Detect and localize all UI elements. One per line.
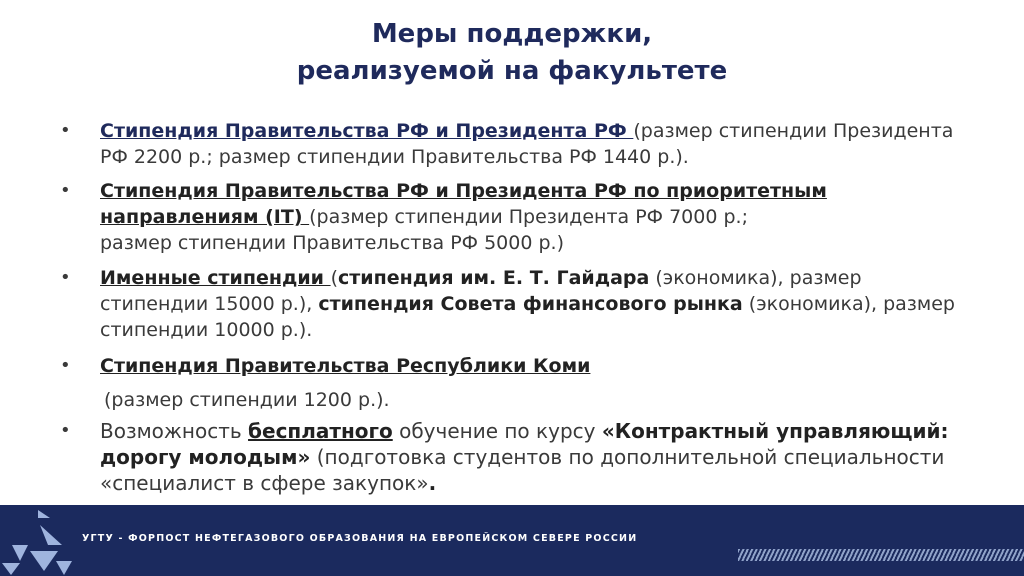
bullet-list xyxy=(60,118,960,496)
bullet-item-priority-scholarship xyxy=(60,178,960,256)
bullet-item-president-scholarship xyxy=(60,118,960,170)
title-line-1: Меры поддержки, xyxy=(371,19,653,49)
bullet-text: Возможность xyxy=(100,419,249,443)
bullet-item-contract-manager-course xyxy=(60,418,960,496)
course-name: «Контрактный управляющий: дорогу молодым» xyxy=(100,419,949,469)
title-line-2: реализуемой на факультете xyxy=(296,56,728,86)
bullet-marker: • xyxy=(60,267,71,288)
bullet-text: (размер стипендии Президента РФ 7000 р.; xyxy=(309,206,748,228)
bullet-marker: • xyxy=(60,120,71,141)
footer-slogan: УГТУ - ФОРПОСТ НЕФТЕГАЗОВОГО ОБРАЗОВАНИЯ НА ЕВРОПЕЙСКОМ СЕВЕРЕ РОССИИ xyxy=(82,533,638,544)
financial-market-scholarship: стипендия Совета финансового рынка xyxy=(318,293,743,315)
bullet-item-named-scholarships xyxy=(60,265,960,343)
bullet-text: (экономика), размер стипендии 10000 р.). xyxy=(100,293,955,341)
priority-scholarship-link[interactable]: Стипендия Правительства РФ и Президента РФ по приоритетным направлениям (IT) xyxy=(100,180,827,228)
bullet-text: ( xyxy=(330,267,338,289)
footer-stripes-decoration xyxy=(738,549,1024,561)
komi-scholarship-link[interactable]: Стипендия Правительства Республики Коми xyxy=(100,355,591,377)
bullet-marker: • xyxy=(60,420,71,441)
bullet-text: (подготовка студентов по дополнительной специальности «специалист в сфере закупок» xyxy=(100,445,945,495)
bullet-marker: • xyxy=(60,180,71,201)
bullet-text: (размер стипендии 1200 р.). xyxy=(104,389,390,411)
university-logo-icon xyxy=(0,505,76,576)
free-label: бесплатного xyxy=(248,419,393,443)
gaidar-scholarship: стипендия им. Е. Т. Гайдара xyxy=(338,267,650,289)
bullet-text: (размер стипендии Президента РФ 2200 р.; размер стипендии Правительства РФ 1440 р.). xyxy=(100,120,954,168)
bullet-marker: • xyxy=(60,355,71,376)
named-scholarships-link[interactable]: Именные стипендии xyxy=(100,267,331,289)
bullet-end: . xyxy=(428,471,437,495)
bullet-item-komi-scholarship xyxy=(60,353,960,413)
bullet-text: обучение по курсу xyxy=(392,419,602,443)
footer-bar xyxy=(0,505,1024,576)
president-scholarship-link[interactable]: Стипендия Правительства РФ и Президента РФ xyxy=(100,120,634,142)
bullet-text: (экономика), размер стипендии 15000 р.), xyxy=(100,267,862,315)
slide-title xyxy=(0,16,1024,90)
bullet-text: размер стипендии Правительства РФ 5000 р.) xyxy=(100,232,564,254)
